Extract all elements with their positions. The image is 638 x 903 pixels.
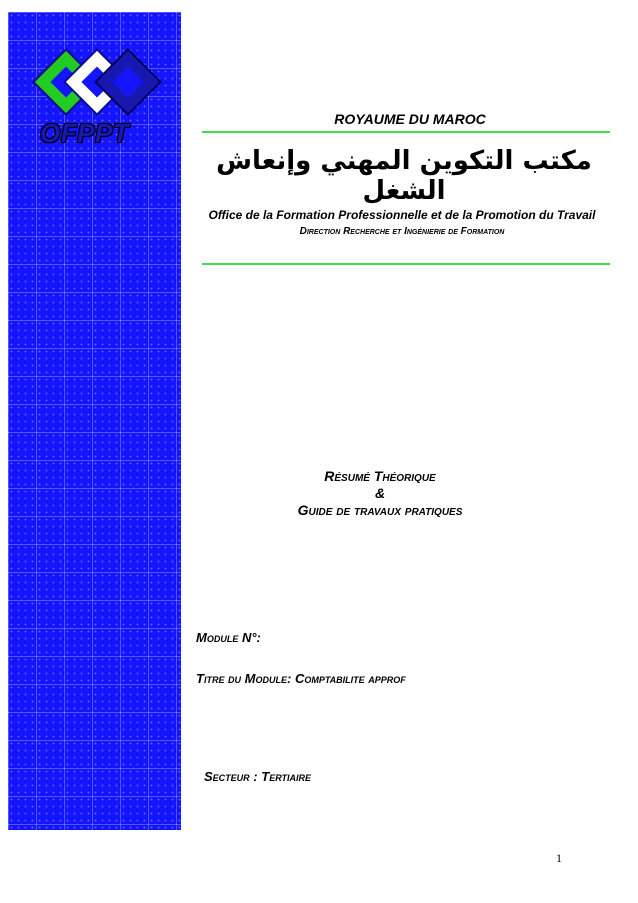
logo-text: OFPPT	[40, 118, 130, 148]
ampersand: &	[374, 485, 386, 501]
top-divider	[202, 131, 610, 133]
module-title	[196, 671, 406, 686]
sector-value: Tertiaire	[261, 769, 312, 784]
guide-title: Guide de travaux pratiques	[297, 502, 463, 518]
sector-line	[204, 769, 311, 784]
sector-label: Secteur :	[204, 769, 258, 784]
ofppt-logo-icon	[30, 48, 165, 116]
resume-title: Résumé Théorique	[324, 468, 436, 484]
kingdom-title: ROYAUME DU MAROC	[334, 111, 486, 127]
module-title-value: Comptabilite approf	[294, 671, 406, 686]
page-number: 1	[556, 851, 562, 865]
document-type	[190, 468, 570, 519]
arabic-office-title: مكتب التكوين المهني وإنعاش الشغل	[216, 146, 592, 206]
bottom-divider	[202, 263, 610, 265]
module-number: Module N°:	[196, 630, 261, 645]
office-name: Office de la Formation Professionnelle et de la Promotion du Travail	[208, 208, 596, 222]
module-title-label: Titre du Module:	[196, 671, 292, 686]
direction-name: Direction Recherche et Ingénierie de Formation	[299, 226, 505, 237]
